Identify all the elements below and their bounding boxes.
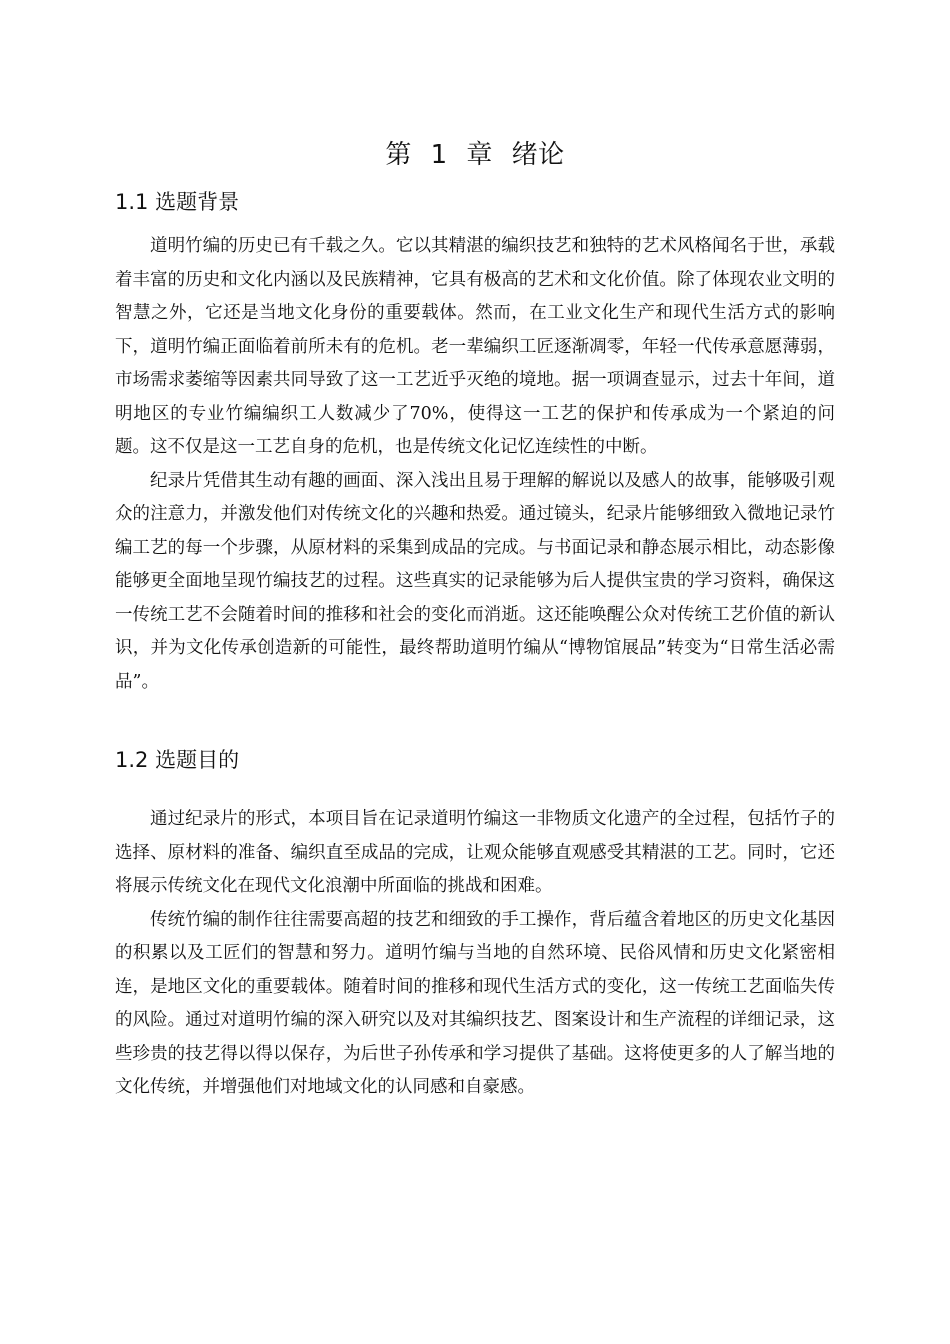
section-body-background [115,230,835,699]
section-heading-background: 1.1 选题背景 [115,190,240,214]
section-body-purpose [115,803,835,1105]
section-heading-purpose: 1.2 选题目的 [115,748,240,772]
paragraph: 纪录片凭借其生动有趣的画面、深入浅出且易于理解的解说以及感人的故事，能够吸引观众的注意力，并激发他们对传统文化的兴趣和热爱。通过镜头，纪录片能够细致入微地记录竹编工艺的每一个步骤，从原材料的采集到成品的完成。与书面记录和静态展示相比，动态影像能够更全面地呈现竹编技艺的过程。这些真实的记录能够为后人提供宝贵的学习资料，确保这一传统工艺不会随着时间的推移和社会的变化而消逝。这还能唤醒公众对传统工艺价值的新认识，并为文化传承创造新的可能性，最终帮助道明竹编从“博物馆展品”转变为“日常生活必需品”。 [115,470,835,692]
paragraph: 道明竹编的历史已有千载之久。它以其精湛的编织技艺和独特的艺术风格闻名于世，承载着丰富的历史和文化内涵以及民族精神，它具有极高的艺术和文化价值。除了体现农业文明的智慧之外，它还是当地文化身份的重要载体。然而，在工业文化生产和现代生活方式的影响下，道明竹编正面临着前所未有的危机。老一辈编织工匠逐渐凋零，年轻一代传承意愿薄弱，市场需求萎缩等因素共同导致了这一工艺近乎灭绝的境地。据一项调查显示，过去十年间，道明地区的专业竹编编织工人数减少了70%，使得这一工艺的保护和传承成为一个紧迫的问题。这不仅是这一工艺自身的危机，也是传统文化记忆连续性的中断。 [115,236,835,457]
chapter-title: 第 1 章 绪论 [385,140,565,170]
paragraph: 通过纪录片的形式，本项目旨在记录道明竹编这一非物质文化遗产的全过程，包括竹子的选择、原材料的准备、编织直至成品的完成，让观众能够直观感受其精湛的工艺。同时，它还将展示传统文化在现代文化浪潮中所面临的挑战和困难。 [115,809,835,896]
paragraph: 传统竹编的制作往往需要高超的技艺和细致的手工操作，背后蕴含着地区的历史文化基因的积累以及工匠们的智慧和努力。道明竹编与当地的自然环境、民俗风情和历史文化紧密相连，是地区文化的重要载体。随着时间的推移和现代生活方式的变化，这一传统工艺面临失传的风险。通过对道明竹编的深入研究以及对其编织技艺、图案设计和生产流程的详细记录，这些珍贵的技艺得以得以保存，为后世子孙传承和学习提供了基础。这将使更多的人了解当地的文化传统，并增强他们对地域文化的认同感和自豪感。 [115,909,835,1097]
